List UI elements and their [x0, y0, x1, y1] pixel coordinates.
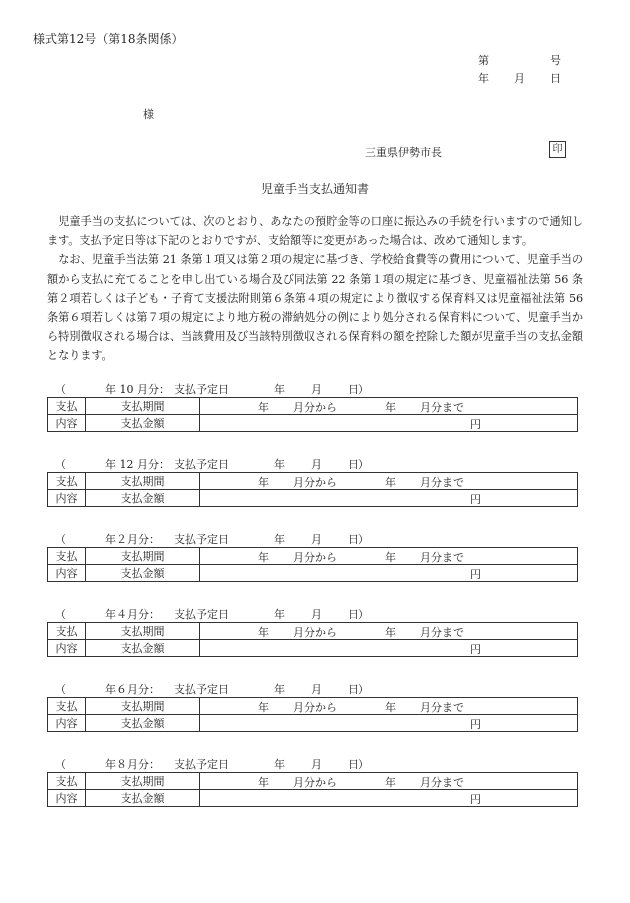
period-label: 支払期間	[86, 473, 200, 490]
yen-unit: 円	[470, 643, 481, 656]
payment-section	[47, 531, 578, 581]
period-from: 月分から	[293, 551, 337, 564]
amount-label: 支払金額	[86, 415, 200, 432]
amount-value	[200, 565, 578, 582]
document-title: 児童手当支払通知書	[260, 182, 369, 196]
payment-month-label: 年 12 月分：	[105, 458, 170, 471]
period-from: 月分から	[293, 776, 337, 789]
period-from: 月分から	[293, 626, 337, 639]
scheduled-year: 年	[274, 608, 285, 621]
scheduled-date-label: 支払予定日	[174, 608, 229, 621]
payment-table	[47, 772, 578, 807]
document-number-dai: 第	[478, 54, 489, 67]
scheduled-month: 月	[311, 683, 322, 696]
open-paren: （	[55, 683, 66, 696]
open-paren: （	[55, 383, 66, 396]
period-label: 支払期間	[86, 773, 200, 790]
period-row	[48, 548, 578, 565]
payment-header	[47, 756, 578, 772]
scheduled-date-label: 支払予定日	[174, 458, 229, 471]
payment-section	[47, 381, 578, 431]
naiyo-cell: 内容	[48, 415, 86, 432]
payment-header	[47, 456, 578, 472]
scheduled-year: 年	[274, 383, 285, 396]
period-until-year: 年	[385, 626, 396, 639]
scheduled-month: 月	[311, 608, 322, 621]
seal-box: 印	[549, 141, 566, 158]
period-value	[200, 548, 578, 565]
amount-label: 支払金額	[86, 565, 200, 582]
amount-value	[200, 715, 578, 732]
amount-value	[200, 790, 578, 807]
close-paren: ）	[358, 383, 369, 396]
payment-header	[47, 381, 578, 397]
scheduled-day: 日	[348, 758, 359, 771]
payment-month-label: 年 10 月分：	[105, 383, 170, 396]
period-row	[48, 473, 578, 490]
period-from-year: 年	[258, 476, 269, 489]
payment-header	[47, 681, 578, 697]
amount-row	[48, 565, 578, 582]
scheduled-month: 月	[311, 383, 322, 396]
yen-unit: 円	[470, 718, 481, 731]
payment-table	[47, 472, 578, 507]
shiharai-cell: 支払	[48, 398, 86, 415]
amount-label: 支払金額	[86, 640, 200, 657]
yen-unit: 円	[470, 568, 481, 581]
period-until-year: 年	[385, 776, 396, 789]
period-value	[200, 623, 578, 640]
period-until-year: 年	[385, 701, 396, 714]
scheduled-month: 月	[311, 458, 322, 471]
close-paren: ）	[358, 683, 369, 696]
scheduled-day: 日	[348, 383, 359, 396]
period-from-year: 年	[258, 551, 269, 564]
period-value	[200, 773, 578, 790]
issuer-name: 三重県伊勢市長	[365, 146, 442, 159]
amount-row	[48, 790, 578, 807]
payment-month-label: 年４月分：	[105, 608, 160, 621]
open-paren: （	[55, 758, 66, 771]
scheduled-day: 日	[348, 683, 359, 696]
naiyo-cell: 内容	[48, 640, 86, 657]
shiharai-cell: 支払	[48, 623, 86, 640]
scheduled-date-label: 支払予定日	[174, 683, 229, 696]
scheduled-year: 年	[274, 758, 285, 771]
addressee-suffix: 様	[143, 108, 154, 121]
payment-month-label: 年８月分：	[105, 758, 160, 771]
period-value	[200, 398, 578, 415]
amount-row	[48, 640, 578, 657]
yen-unit: 円	[470, 418, 481, 431]
naiyo-cell: 内容	[48, 715, 86, 732]
payment-section	[47, 681, 578, 731]
date-month: 月	[514, 72, 525, 85]
period-value	[200, 698, 578, 715]
period-label: 支払期間	[86, 398, 200, 415]
scheduled-date-label: 支払予定日	[174, 758, 229, 771]
period-from-year: 年	[258, 401, 269, 414]
close-paren: ）	[358, 758, 369, 771]
amount-value	[200, 415, 578, 432]
amount-label: 支払金額	[86, 715, 200, 732]
open-paren: （	[55, 458, 66, 471]
amount-label: 支払金額	[86, 790, 200, 807]
period-value	[200, 473, 578, 490]
payment-section	[47, 606, 578, 656]
scheduled-date-label: 支払予定日	[174, 383, 229, 396]
document-number-go: 号	[550, 54, 561, 67]
open-paren: （	[55, 533, 66, 546]
period-from: 月分から	[293, 401, 337, 414]
period-row	[48, 773, 578, 790]
payment-table	[47, 397, 578, 432]
period-until: 月分まで	[420, 401, 464, 414]
payment-section	[47, 456, 578, 506]
yen-unit: 円	[470, 493, 481, 506]
naiyo-cell: 内容	[48, 790, 86, 807]
close-paren: ）	[358, 533, 369, 546]
date-day: 日	[550, 72, 561, 85]
period-from: 月分から	[293, 476, 337, 489]
period-until-year: 年	[385, 401, 396, 414]
payment-month-label: 年６月分：	[105, 683, 160, 696]
period-until: 月分まで	[420, 701, 464, 714]
scheduled-year: 年	[274, 533, 285, 546]
payment-header	[47, 531, 578, 547]
scheduled-month: 月	[311, 758, 322, 771]
scheduled-year: 年	[274, 458, 285, 471]
payment-table	[47, 622, 578, 657]
payment-table	[47, 547, 578, 582]
open-paren: （	[55, 608, 66, 621]
period-row	[48, 398, 578, 415]
form-number: 様式第12号（第18条関係）	[33, 32, 184, 46]
period-until: 月分まで	[420, 776, 464, 789]
period-from: 月分から	[293, 701, 337, 714]
period-from-year: 年	[258, 626, 269, 639]
yen-unit: 円	[470, 793, 481, 806]
period-from-year: 年	[258, 776, 269, 789]
period-until-year: 年	[385, 476, 396, 489]
period-from-year: 年	[258, 701, 269, 714]
amount-value	[200, 640, 578, 657]
amount-value	[200, 490, 578, 507]
shiharai-cell: 支払	[48, 473, 86, 490]
notice-body	[47, 212, 583, 366]
shiharai-cell: 支払	[48, 548, 86, 565]
scheduled-day: 日	[348, 608, 359, 621]
payment-table	[47, 697, 578, 732]
amount-row	[48, 490, 578, 507]
period-label: 支払期間	[86, 548, 200, 565]
scheduled-year: 年	[274, 683, 285, 696]
naiyo-cell: 内容	[48, 490, 86, 507]
period-until-year: 年	[385, 551, 396, 564]
notice-paragraph-2: なお、児童手当法第 21 条第１項又は第２項の規定に基づき、学校給食費等の費用について、児童手当の額から支払に充てることを申し出ている場合及び同法第 22 条第１項の規定に基づき、児童福祉法第 56 条第２項若しくは子ども・子育て支援法附則第６条第４項の規定により徴収する保育料又は児童福祉法第 56 条第６項若しくは第７項の規定により地方税の滞納処分の例により処分される保育料について、児童手当から特別徴収される場合は、当該費用及び当該特別徴収される保育料の額を控除した額が児童手当の支払金額となります。	[47, 253, 583, 363]
date-year: 年	[478, 72, 489, 85]
period-row	[48, 623, 578, 640]
period-row	[48, 698, 578, 715]
period-until: 月分まで	[420, 476, 464, 489]
amount-row	[48, 715, 578, 732]
close-paren: ）	[358, 608, 369, 621]
naiyo-cell: 内容	[48, 565, 86, 582]
payment-section	[47, 756, 578, 806]
shiharai-cell: 支払	[48, 773, 86, 790]
amount-row	[48, 415, 578, 432]
shiharai-cell: 支払	[48, 698, 86, 715]
amount-label: 支払金額	[86, 490, 200, 507]
period-label: 支払期間	[86, 623, 200, 640]
period-until: 月分まで	[420, 626, 464, 639]
payment-header	[47, 606, 578, 622]
close-paren: ）	[358, 458, 369, 471]
scheduled-day: 日	[348, 533, 359, 546]
scheduled-day: 日	[348, 458, 359, 471]
period-label: 支払期間	[86, 698, 200, 715]
scheduled-date-label: 支払予定日	[174, 533, 229, 546]
scheduled-month: 月	[311, 533, 322, 546]
notice-paragraph-1: 児童手当の支払については、次のとおり、あなたの預貯金等の口座に振込みの手続を行いますので通知します。支払予定日等は下記のとおりですが、支給額等に変更があった場合は、改めて通知します。	[47, 215, 583, 248]
payment-month-label: 年２月分：	[105, 533, 160, 546]
period-until: 月分まで	[420, 551, 464, 564]
